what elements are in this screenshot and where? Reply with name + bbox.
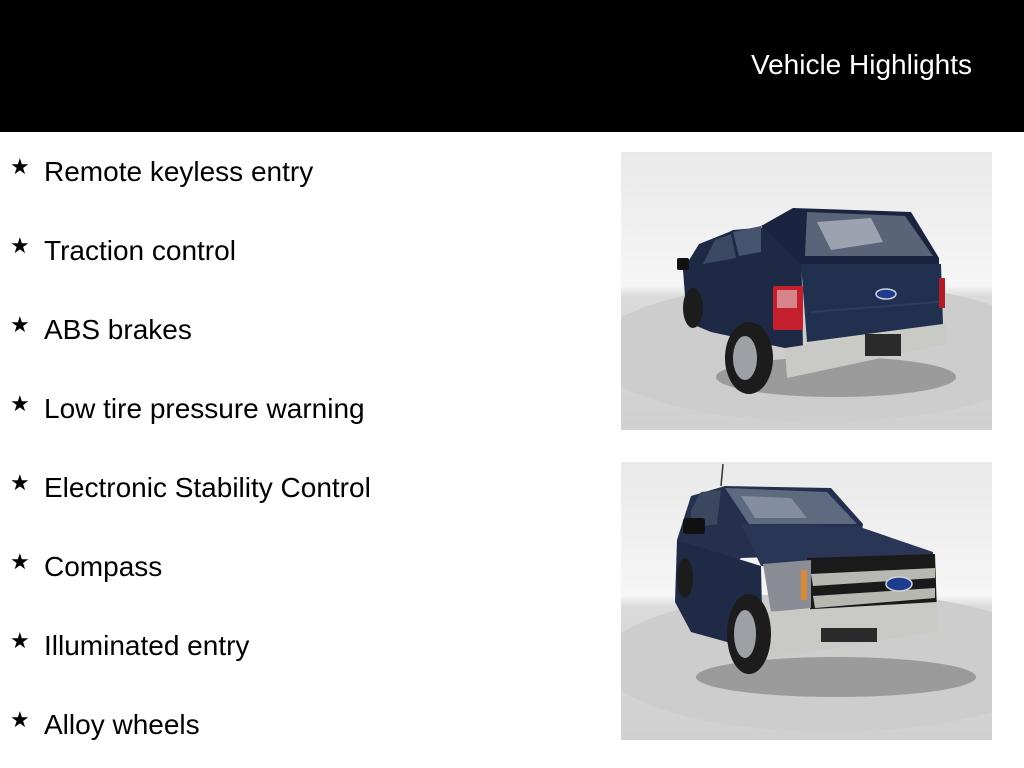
- feature-item: [10, 152, 313, 192]
- star-icon: ★: [10, 628, 30, 653]
- star-icon: ★: [10, 707, 30, 732]
- vehicle-photo-front: [621, 462, 992, 740]
- feature-label: Illuminated entry: [44, 630, 250, 661]
- page-title: Vehicle Highlights: [750, 49, 972, 80]
- feature-item: [10, 705, 200, 745]
- star-icon: ★: [10, 312, 30, 337]
- star-icon: ★: [10, 233, 30, 258]
- feature-label: Low tire pressure warning: [44, 393, 365, 424]
- star-icon: ★: [10, 391, 30, 416]
- feature-item: [10, 547, 162, 587]
- feature-item: [10, 231, 236, 271]
- feature-label: Remote keyless entry: [44, 156, 314, 187]
- truck-rear-photo: [621, 152, 992, 430]
- star-icon: ★: [10, 154, 30, 179]
- truck-front-photo: [621, 462, 992, 740]
- feature-list: [0, 132, 600, 768]
- feature-label: Alloy wheels: [44, 709, 200, 740]
- feature-label: ABS brakes: [44, 314, 192, 345]
- feature-item: [10, 310, 192, 350]
- feature-item: [10, 389, 365, 429]
- feature-item: [10, 468, 371, 508]
- star-icon: ★: [10, 549, 30, 574]
- feature-label: Electronic Stability Control: [44, 472, 371, 503]
- vehicle-photo-rear: [621, 152, 992, 430]
- feature-item: [10, 626, 249, 666]
- star-icon: ★: [10, 470, 30, 495]
- feature-label: Traction control: [44, 235, 236, 266]
- feature-label: Compass: [44, 551, 163, 582]
- page-header: [0, 0, 1024, 132]
